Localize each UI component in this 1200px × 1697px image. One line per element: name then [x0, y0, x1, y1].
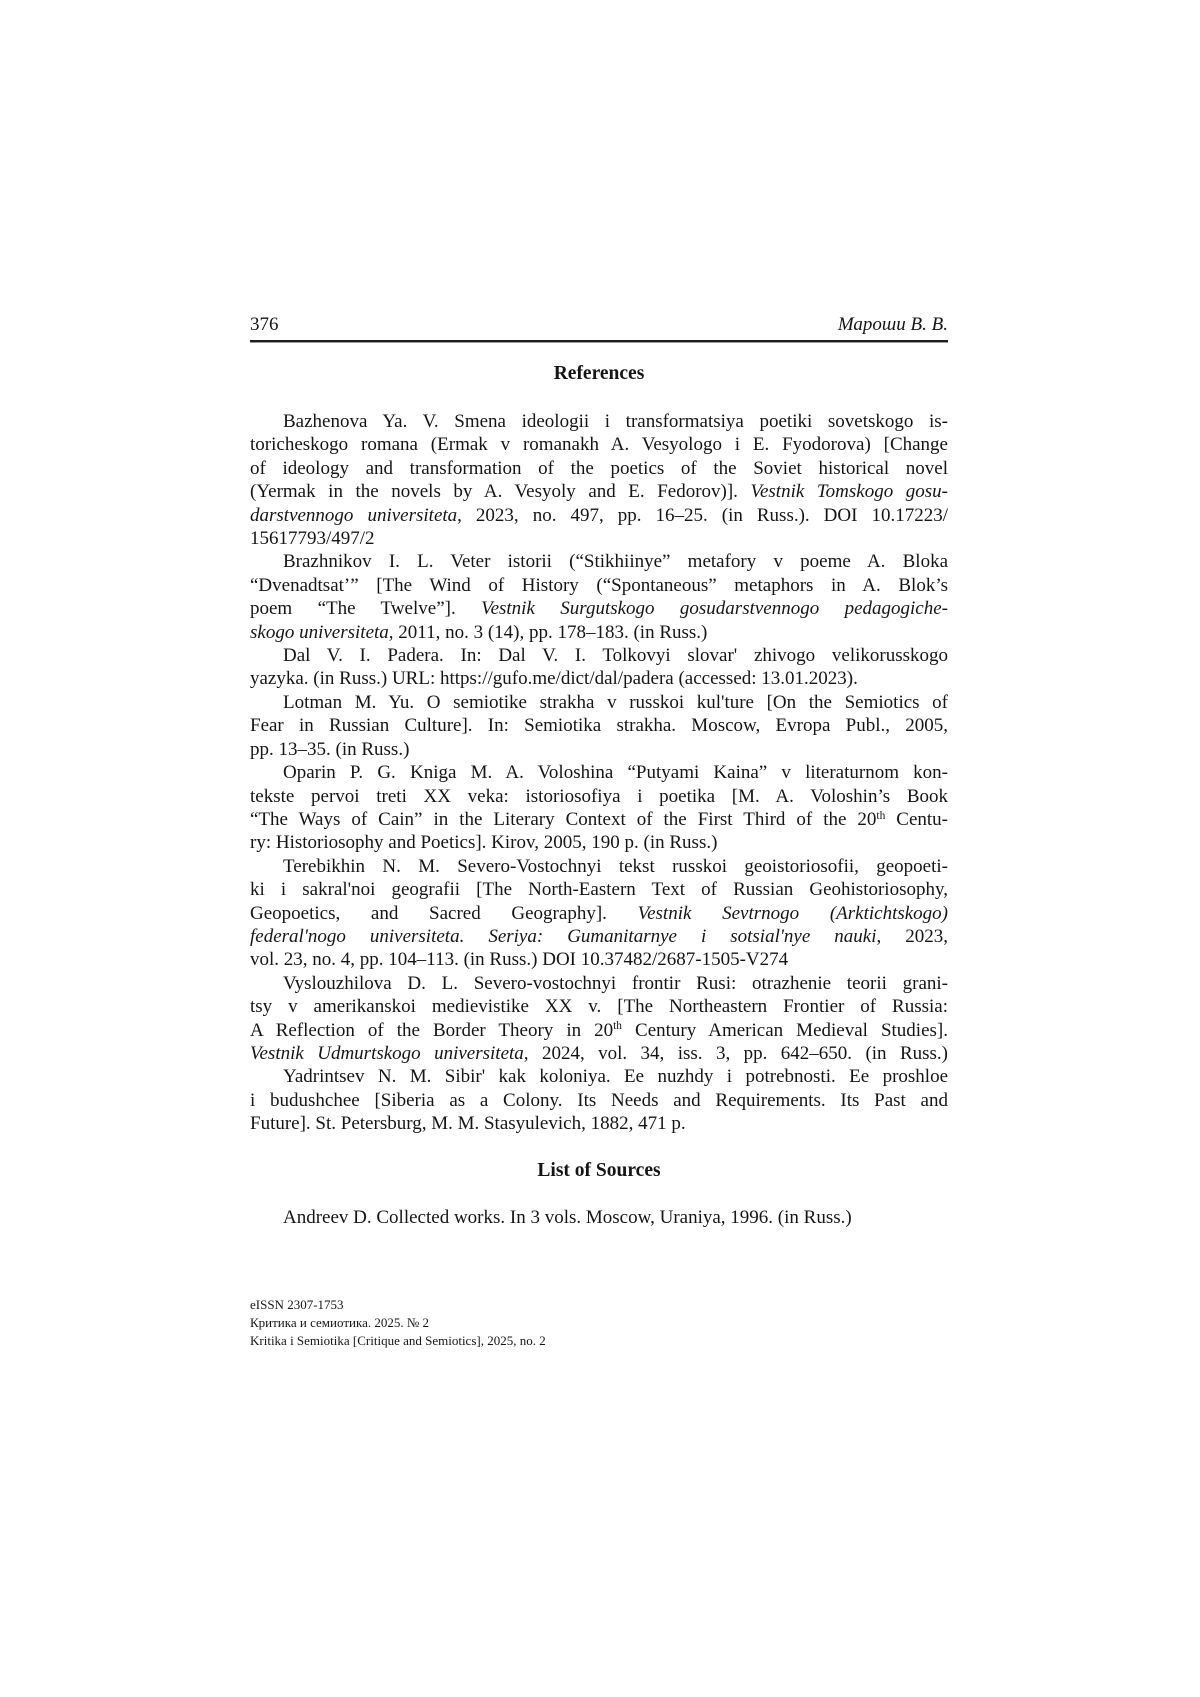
running-author: Мароши В. В. — [837, 314, 948, 335]
references-list — [250, 410, 948, 1136]
plain-text: Terebikhin N. M. Severo-Vostochnyi tekst russkoi geoistoriosofii, geopoeti- — [283, 855, 948, 877]
list-of-sources-heading: List of Sources — [537, 1160, 661, 1181]
reference-line — [250, 761, 948, 784]
reference-entry — [250, 691, 948, 761]
reference-entry — [250, 550, 948, 644]
reference-line — [250, 972, 948, 995]
plain-text: Geopoetics, and Sacred Geography]. — [250, 902, 638, 924]
plain-text: Future]. St. Petersburg, M. M. Stasyulevich, 1882, 471 p. — [250, 1113, 686, 1135]
reference-line — [250, 1112, 948, 1135]
plain-text: ki i sakral'noi geografii [The North-Eastern Text of Russian Geohistoriosophy, — [250, 879, 948, 901]
footer-journal-ru: Критика и семиотика. 2025. № 2 — [250, 1315, 430, 1330]
references-heading: References — [553, 363, 645, 384]
plain-text: Vyslouzhilova D. L. Severo-vostochnyi frontir Rusi: otrazhenie teorii grani- — [283, 972, 948, 994]
reference-line — [250, 480, 948, 503]
reference-entry — [250, 1206, 948, 1229]
plain-text: ry: Historiosophy and Poetics]. Kirov, 2005, 190 p. (in Russ.) — [250, 832, 718, 854]
reference-line — [250, 667, 948, 690]
plain-text: Oparin P. G. Kniga M. A. Voloshina “Putyami Kaina” v literaturnom kon- — [283, 762, 948, 784]
plain-text: Brazhnikov I. L. Veter istorii (“Stikhiinye” metafory v poeme A. Bloka — [283, 551, 948, 573]
plain-text: poem “The Twelve”]. — [250, 598, 482, 620]
reference-entry — [250, 644, 948, 691]
reference-line — [250, 785, 948, 808]
plain-text: Dal V. I. Padera. In: Dal V. I. Tolkovyi slovar' zhivogo velikorusskogo — [283, 645, 948, 667]
journal-footer — [250, 1296, 948, 1350]
reference-line — [250, 831, 948, 854]
reference-line — [250, 948, 948, 971]
reference-entry — [250, 972, 948, 1066]
italic-text: skogo universiteta — [250, 621, 389, 643]
reference-line — [250, 597, 948, 620]
reference-line — [250, 410, 948, 433]
plain-text: Century American Medieval Studies]. — [622, 1019, 948, 1041]
reference-line — [250, 738, 948, 761]
reference-entry — [250, 1065, 948, 1135]
plain-text: pp. 13–35. (in Russ.) — [250, 738, 410, 760]
italic-text: darstvennogo universiteta — [250, 504, 458, 526]
reference-line — [250, 504, 948, 527]
plain-text: “The Ways of Cain” in the Literary Context of the First Third of the 20 — [250, 808, 877, 830]
reference-entry — [250, 410, 948, 550]
italic-text: Vestnik Surgutskogo gosudarstvennogo pedagogiche- — [481, 598, 948, 620]
plain-text: Lotman M. Yu. O semiotike strakha v russkoi kul'ture [On the Semiotics of — [283, 691, 948, 713]
plain-text: Centu- — [885, 808, 948, 830]
italic-text: federal'nogo universiteta. Seriya: Gumanitarnye i sotsial'nye nauki — [250, 925, 877, 947]
reference-line — [250, 855, 948, 878]
footer-journal-translit: Kritika i Semiotika [Critique and Semiotics], 2025, no. 2 — [250, 1333, 546, 1348]
reference-line — [250, 1206, 948, 1229]
plain-text: , 2023, — [876, 925, 948, 947]
reference-line — [250, 995, 948, 1018]
plain-text: , 2024, vol. 34, iss. 3, pp. 642–650. (in Russ.) — [523, 1042, 948, 1064]
plain-text: “Dvenadtsat’” [The Wind of History (“Spontaneous” metaphors in A. Blok’s — [250, 574, 948, 596]
reference-line — [250, 433, 948, 456]
reference-line — [250, 808, 948, 831]
reference-entry — [250, 761, 948, 855]
reference-line — [250, 1065, 948, 1088]
reference-entry — [250, 855, 948, 972]
reference-line — [250, 925, 948, 948]
italic-text: Vestnik Sevtrnogo (Arktichtskogo) — [637, 902, 949, 924]
reference-line — [250, 644, 948, 667]
plain-text: i budushchee [Siberia as a Colony. Its Needs and Requirements. Its Past and — [250, 1089, 948, 1111]
plain-text: (Yermak in the novels by A. Vesyoly and E. Fedorov)]. — [250, 481, 751, 503]
plain-text: , 2023, no. 497, pp. 16–25. (in Russ.). DOI 10.17223/ — [457, 504, 948, 526]
sources-list — [250, 1206, 948, 1229]
reference-line — [250, 621, 948, 644]
reference-line — [250, 527, 948, 550]
plain-text: yazyka. (in Russ.) URL: https://gufo.me/dict/dal/padera (accessed: 13.01.2023). — [250, 668, 858, 690]
plain-text: toricheskogo romana (Ermak v romanakh A. Vesyologo i E. Fyodorova) [Change — [250, 434, 948, 456]
running-header — [250, 313, 948, 342]
plain-text: tsy v amerikanskoi medievistike XX v. [The Northeastern Frontier of Russia: — [250, 996, 948, 1018]
reference-line — [250, 902, 948, 925]
footer-eissn: eISSN 2307-1753 — [250, 1297, 344, 1312]
reference-line — [250, 1019, 948, 1042]
plain-text: , 2011, no. 3 (14), pp. 178–183. (in Russ.) — [388, 621, 708, 643]
plain-text: Yadrintsev N. M. Sibir' kak koloniya. Ee nuzhdy i potrebnosti. Ee proshloe — [283, 1066, 948, 1088]
plain-text: A Reflection of the Border Theory in 20 — [250, 1019, 614, 1041]
plain-text: 15617793/497/2 — [250, 528, 375, 550]
plain-text: Fear in Russian Culture]. In: Semiotika strakha. Moscow, Evropa Publ., 2005, — [250, 715, 948, 737]
plain-text: Andreev D. Collected works. In 3 vols. Moscow, Uraniya, 1996. (in Russ.) — [283, 1207, 852, 1228]
italic-text: Vestnik Udmurtskogo universiteta — [250, 1042, 524, 1064]
reference-line — [250, 714, 948, 737]
plain-text: tekste pervoi treti XX veka: istoriosofiya i poetika [M. A. Voloshin’s Book — [250, 785, 948, 807]
reference-line — [250, 1042, 948, 1065]
italic-text: Vestnik Tomskogo gosu- — [750, 481, 948, 503]
reference-line — [250, 550, 948, 573]
page-number: 376 — [250, 314, 279, 335]
reference-line — [250, 878, 948, 901]
superscript-text: th — [613, 1020, 623, 1033]
plain-text: Bazhenova Ya. V. Smena ideologii i transformatsiya poetiki sovetskogo is- — [283, 411, 948, 432]
reference-line — [250, 1089, 948, 1112]
reference-line — [250, 574, 948, 597]
superscript-text: th — [876, 809, 886, 822]
reference-line — [250, 691, 948, 714]
reference-line — [250, 457, 948, 480]
plain-text: of ideology and transformation of the poetics of the Soviet historical novel — [250, 457, 948, 479]
plain-text: vol. 23, no. 4, pp. 104–113. (in Russ.) DOI 10.37482/2687-1505-V274 — [250, 949, 789, 971]
